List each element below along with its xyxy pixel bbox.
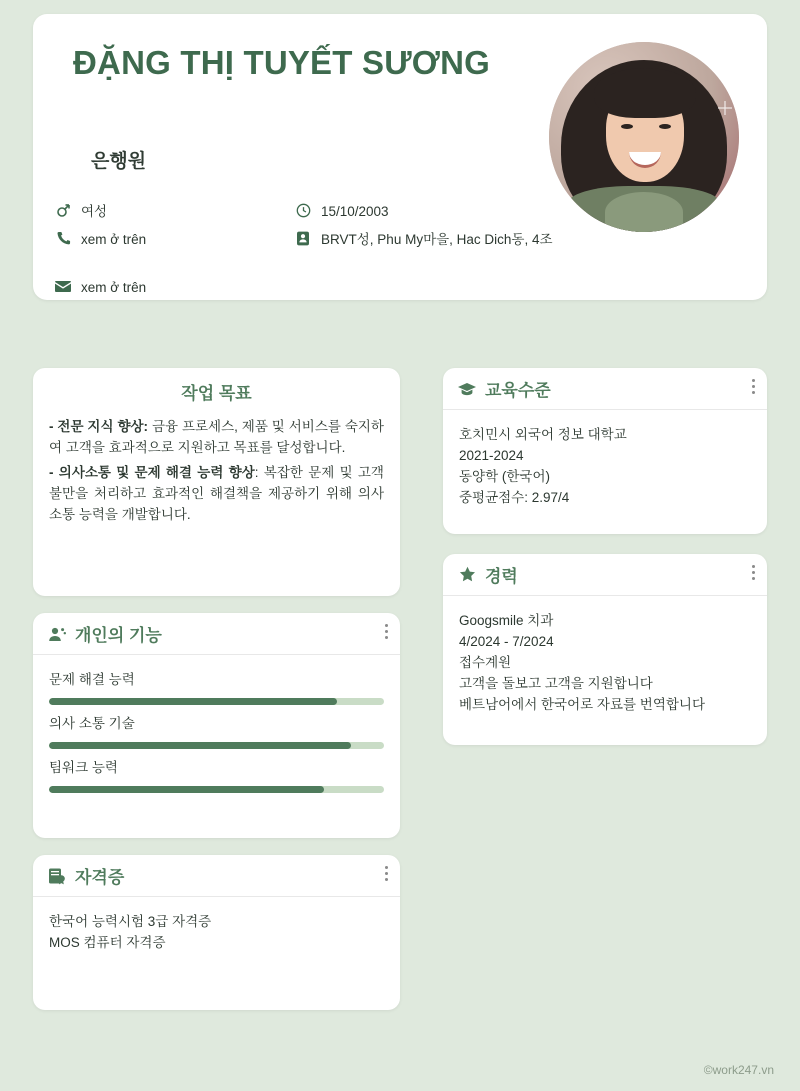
card-certificates-title: 자격증 — [75, 868, 125, 887]
certificate-item: 한국어 능력시험 3급 자격증 — [49, 914, 212, 929]
card-experience-title: 경력 — [485, 567, 518, 586]
card-certificates — [33, 855, 400, 1010]
experience-line: Googsmile 치과 — [459, 613, 554, 628]
skill-progress — [49, 786, 384, 793]
education-line: 동양학 (한국어) — [459, 469, 550, 484]
header-card — [33, 14, 767, 300]
skill-label: 문제 해결 능력 — [49, 672, 135, 687]
education-line: 호치민시 외국어 정보 대학교 — [459, 427, 627, 442]
certificate-icon — [47, 866, 67, 886]
card-work-goal-title: 작업 목표 — [181, 383, 252, 403]
contact-gender-text: 여성 — [81, 204, 108, 219]
card-certificates-body — [33, 897, 400, 969]
skill-label: 팀워크 능력 — [49, 760, 118, 775]
card-personal-skills-body — [33, 655, 400, 817]
card-education-title: 교육수준 — [485, 381, 551, 400]
graduation-cap-icon — [457, 379, 477, 399]
contact-mail — [81, 278, 146, 297]
avatar-bangs — [594, 68, 696, 118]
card-experience-body — [443, 596, 767, 731]
skill-progress — [49, 698, 384, 705]
card-menu-button[interactable] — [384, 866, 388, 881]
avatar — [549, 42, 739, 232]
certificate-item: MOS 컴퓨터 자격증 — [49, 935, 166, 950]
card-work-goal — [33, 368, 400, 596]
skill-progress-fill — [49, 786, 324, 793]
education-line: 2021-2024 — [459, 448, 524, 463]
skill-item — [49, 669, 384, 705]
address-icon — [293, 228, 313, 248]
page-title: ĐẶNG THỊ TUYẾT SƯƠNG — [73, 44, 491, 81]
goal-item-label: - 의사소통 및 문제 해결 능력 향상 — [49, 465, 255, 480]
card-certificates-header — [33, 855, 400, 897]
card-work-goal-header — [33, 368, 400, 414]
avatar-eye-left — [621, 124, 633, 129]
avatar-shirt-inner — [605, 192, 683, 232]
experience-line: 4/2024 - 7/2024 — [459, 634, 554, 649]
goal-item-label: - 전문 지식 향상: — [49, 419, 149, 434]
experience-line: 고객을 돌보고 고객을 지원합니다 — [459, 676, 653, 691]
card-personal-skills-title: 개인의 기능 — [75, 626, 162, 645]
skill-label: 의사 소통 기술 — [49, 716, 135, 731]
phone-icon — [53, 228, 73, 248]
card-work-goal-body — [33, 414, 400, 545]
experience-line: 베트남어에서 한국어로 자료를 번역합니다 — [459, 697, 705, 712]
card-education — [443, 368, 767, 534]
contact-address-text: BRVT성, Phu My마을, Hac Dich동, 4조 — [321, 232, 553, 247]
goal-item — [49, 462, 384, 525]
mail-icon — [53, 276, 73, 296]
card-experience-header — [443, 554, 767, 596]
skill-progress — [49, 742, 384, 749]
watermark: ©work247.vn — [703, 1063, 774, 1077]
card-menu-button[interactable] — [751, 379, 755, 394]
avatar-eye-right — [659, 124, 671, 129]
goal-item — [49, 416, 384, 458]
star-icon — [457, 565, 477, 585]
people-icon — [47, 624, 67, 644]
goal-item-text: : 복잡한 문제 및 고객 불만을 처리하고 효과적인 해결책을 제공하기 위해 의사소통 능력을 개발합니다. — [49, 465, 384, 522]
contact-birthdate-text: 15/10/2003 — [321, 204, 389, 219]
sparkle-icon — [717, 100, 733, 116]
card-menu-button[interactable] — [384, 624, 388, 639]
skill-progress-fill — [49, 742, 351, 749]
card-personal-skills — [33, 613, 400, 838]
card-education-body — [443, 410, 767, 524]
education-line: 중평균점수: 2.97/4 — [459, 490, 570, 505]
contact-phone-text: xem ở trên — [81, 232, 147, 247]
gender-icon — [53, 200, 73, 220]
contact-mail-text: xem ở trên — [81, 280, 147, 295]
goal-item-text: 금융 프로세스, 제품 및 서비스를 숙지하여 고객을 효과적으로 지원하고 목표를 달성합니다. — [49, 419, 384, 455]
skill-item — [49, 713, 384, 749]
job-title: 은행원 — [91, 151, 147, 172]
contact-birthdate — [321, 202, 389, 221]
contact-address — [321, 230, 561, 249]
skill-item — [49, 757, 384, 793]
card-menu-button[interactable] — [751, 565, 755, 580]
experience-line: 접수계원 — [459, 655, 512, 670]
clock-icon — [293, 200, 313, 220]
contact-gender — [81, 202, 107, 221]
card-experience — [443, 554, 767, 745]
contact-phone — [81, 230, 146, 249]
card-personal-skills-header — [33, 613, 400, 655]
skill-progress-fill — [49, 698, 337, 705]
card-education-header — [443, 368, 767, 410]
